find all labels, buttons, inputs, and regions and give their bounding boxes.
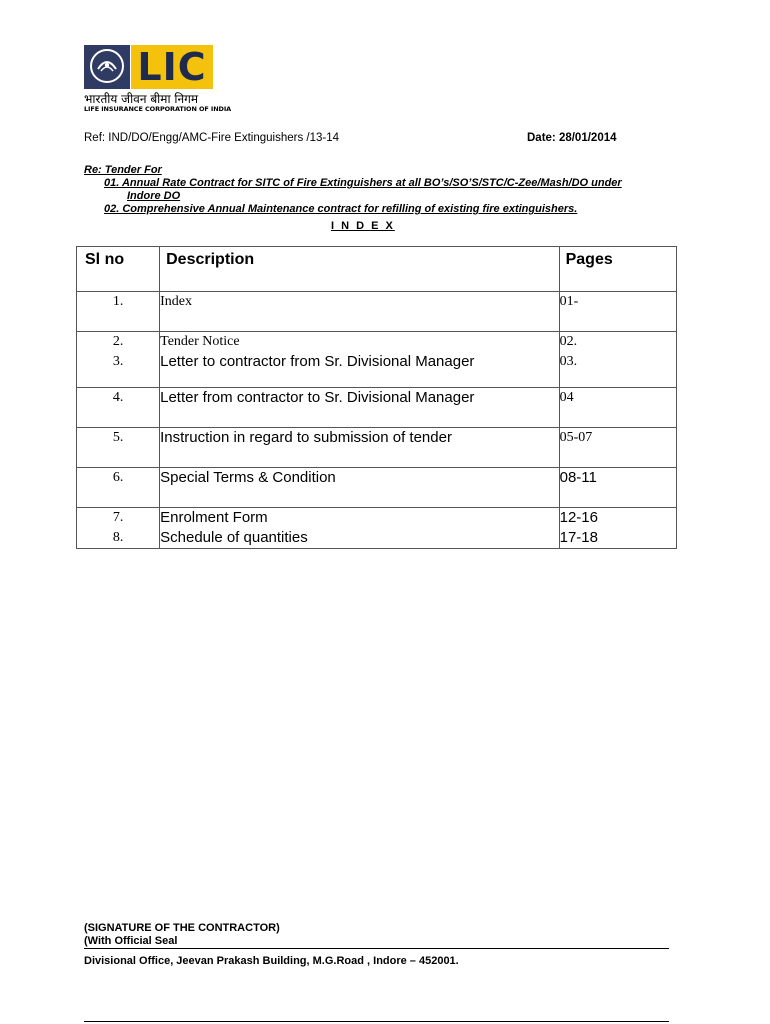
row-pages: 01- <box>559 294 579 309</box>
row-desc: Instruction in regard to submission of tender <box>160 429 452 446</box>
office-address: Divisional Office, Jeevan Prakash Building, M.G.Road , Indore – 452001. <box>84 955 459 967</box>
header-sl-no: Sl no <box>77 247 160 292</box>
row-sl: 1. <box>112 294 124 309</box>
row-pages: 04 <box>559 390 574 405</box>
row-desc: Schedule of quantities <box>160 529 308 546</box>
lic-hindi-name: भारतीय जीवन बीमा निगम <box>84 92 199 106</box>
row-desc: Letter to contractor from Sr. Divisional Manager <box>160 353 475 370</box>
table-row <box>77 332 677 388</box>
index-table <box>76 246 677 549</box>
row-sl: 3. <box>112 354 124 369</box>
table-row <box>77 428 677 468</box>
lic-logo <box>84 45 232 113</box>
lic-emblem-icon <box>84 45 130 89</box>
header-pages: Pages <box>559 247 676 292</box>
lic-english-name: LIFE INSURANCE CORPORATION OF INDIA <box>84 105 232 113</box>
row-pages: 03. <box>559 354 578 369</box>
subject-item-1: 01. Annual Rate Contract for SITC of Fire Extinguishers at all BO’s/SO’S/STC/C-Zee/Mash/DO under <box>104 177 622 189</box>
table-row <box>77 468 677 508</box>
table-header-row <box>77 247 677 292</box>
table-row <box>77 292 677 332</box>
row-sl: 7. <box>112 510 124 525</box>
subject-block <box>84 164 622 216</box>
row-pages: 08-11 <box>559 469 597 486</box>
table-row <box>77 388 677 428</box>
subject-item-1-cont: Indore DO <box>127 190 181 202</box>
subject-item-2: 02. Comprehensive Annual Maintenance contract for refilling of existing fire extinguishers. <box>104 203 578 215</box>
seal-label: (With Official Seal <box>84 935 178 947</box>
footer-divider <box>84 948 669 949</box>
header-description: Description <box>160 247 559 292</box>
row-sl: 2. <box>112 334 124 349</box>
row-pages: 17-18 <box>559 529 598 546</box>
row-pages: 12-16 <box>559 509 598 526</box>
row-desc: Index <box>160 294 193 309</box>
signature-label: (SIGNATURE OF THE CONTRACTOR) <box>84 922 280 934</box>
row-sl: 6. <box>112 470 124 485</box>
row-pages: 05-07 <box>559 430 593 445</box>
row-desc: Enrolment Form <box>160 509 268 526</box>
row-pages: 02. <box>559 334 578 349</box>
bottom-divider <box>84 1021 669 1022</box>
row-sl: 5. <box>112 430 124 445</box>
subject-title: Re: Tender For <box>84 164 162 176</box>
table-row <box>77 508 677 549</box>
row-sl: 8. <box>112 530 124 545</box>
document-date: Date: 28/01/2014 <box>527 132 617 144</box>
lic-brand-text: LIC <box>131 45 213 89</box>
row-desc: Tender Notice <box>160 334 240 349</box>
row-sl: 4. <box>112 390 124 405</box>
reference-number: Ref: IND/DO/Engg/AMC-Fire Extinguishers /13-14 <box>84 132 340 144</box>
row-desc: Special Terms & Condition <box>160 469 336 486</box>
row-desc: Letter from contractor to Sr. Divisional Manager <box>160 389 475 406</box>
index-heading: I N D E X <box>331 220 395 232</box>
